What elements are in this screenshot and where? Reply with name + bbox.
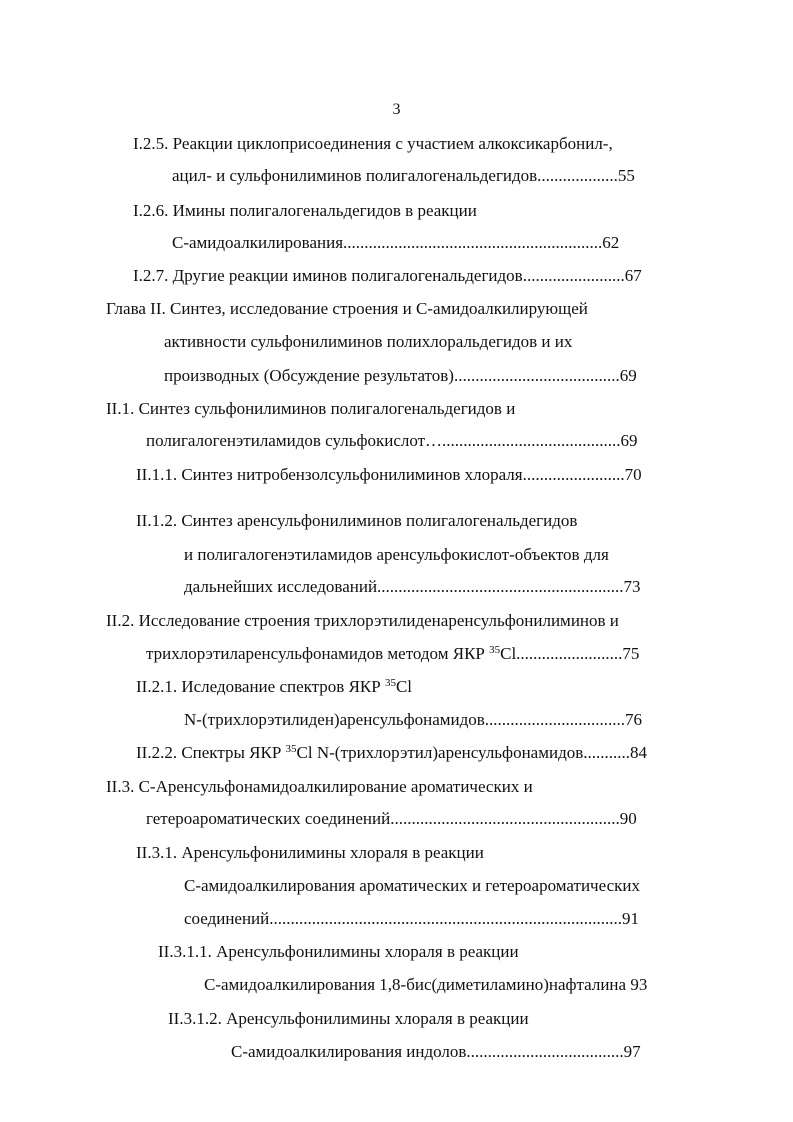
- toc-entry: [146, 643, 639, 665]
- toc-entry: I.2.7. Другие реакции иминов полигалогенальдегидов........................67: [133, 266, 642, 285]
- toc-text: II.2.2. Спектры ЯКР: [136, 743, 286, 762]
- toc-entry: соединений...................................................................................91: [184, 909, 640, 928]
- page-number: 3: [392, 101, 401, 118]
- toc-text: II.2.1. Иследование спектров ЯКР: [136, 677, 385, 696]
- toc-entry: II.3.1. Аренсульфонилимины хлораля в реакции: [136, 843, 484, 862]
- toc-entry: N-(трихлорэтилиден)аренсульфонамидов.................................76: [184, 710, 643, 729]
- toc-entry: II.1. Синтез сульфонилиминов полигалогенальдегидов и: [106, 399, 516, 418]
- toc-entry: I.2.6. Имины полигалогенальдегидов в реакции: [133, 201, 477, 220]
- toc-entry: С-амидоалкилирования 1,8-бис(диметиламино)нафталина 93: [204, 975, 648, 994]
- isotope-superscript: 35: [285, 743, 297, 755]
- toc-entry: II.1.2. Синтез аренсульфонилиминов полигалогенальдегидов: [136, 511, 578, 530]
- toc-entry: дальнейших исследований..........................................................73: [184, 577, 641, 596]
- toc-entry: II.3. С-Аренсульфонамидоалкилирование ароматических и: [106, 777, 533, 796]
- toc-entry: I.2.5. Реакции циклоприсоединения с участием алкоксикарбонил-,: [133, 134, 613, 153]
- toc-entry: полигалогенэтиламидов сульфокислот…..........................................69: [146, 431, 638, 450]
- toc-text: трихлорэтиларенсульфонамидов методом ЯКР: [146, 644, 490, 663]
- toc-entry: Глава II. Синтез, исследование строения и С-амидоалкилирующей: [106, 299, 588, 318]
- toc-entry: II.3.1.2. Аренсульфонилимины хлораля в реакции: [168, 1009, 529, 1028]
- toc-entry: [136, 676, 412, 698]
- toc-entry: С-амидоалкилирования ароматических и гетероароматических: [184, 876, 640, 895]
- toc-text: Cl N-(трихлорэтил)аренсульфонамидов...........84: [296, 743, 647, 762]
- isotope-superscript: 35: [489, 644, 501, 656]
- toc-entry: II.2. Исследование строения трихлорэтилиденаренсульфонилиминов и: [106, 611, 619, 630]
- isotope-superscript: 35: [384, 677, 396, 689]
- toc-entry: производных (Обсуждение результатов).......................................69: [164, 366, 637, 385]
- toc-entry: ацил- и сульфонилиминов полигалогенальдегидов...................55: [172, 166, 635, 185]
- toc-entry: и полигалогенэтиламидов аренсульфокислот-объектов для: [184, 545, 609, 564]
- toc-entry: С-амидоалкилирования индолов.....................................97: [231, 1042, 641, 1061]
- toc-entry: II.3.1.1. Аренсульфонилимины хлораля в реакции: [158, 942, 519, 961]
- toc-entry: II.1.1. Синтез нитробензолсульфонилиминов хлораля........................70: [136, 465, 642, 484]
- toc-entry: гетероароматических соединений......................................................90: [146, 809, 637, 828]
- toc-entry: активности сульфонилиминов полихлоральдегидов и их: [164, 332, 573, 351]
- toc-entry: [136, 742, 647, 764]
- toc-text: Cl.........................75: [500, 644, 640, 663]
- toc-entry: С-амидоалкилирования.............................................................62: [172, 233, 620, 252]
- toc-text: Cl: [395, 677, 413, 696]
